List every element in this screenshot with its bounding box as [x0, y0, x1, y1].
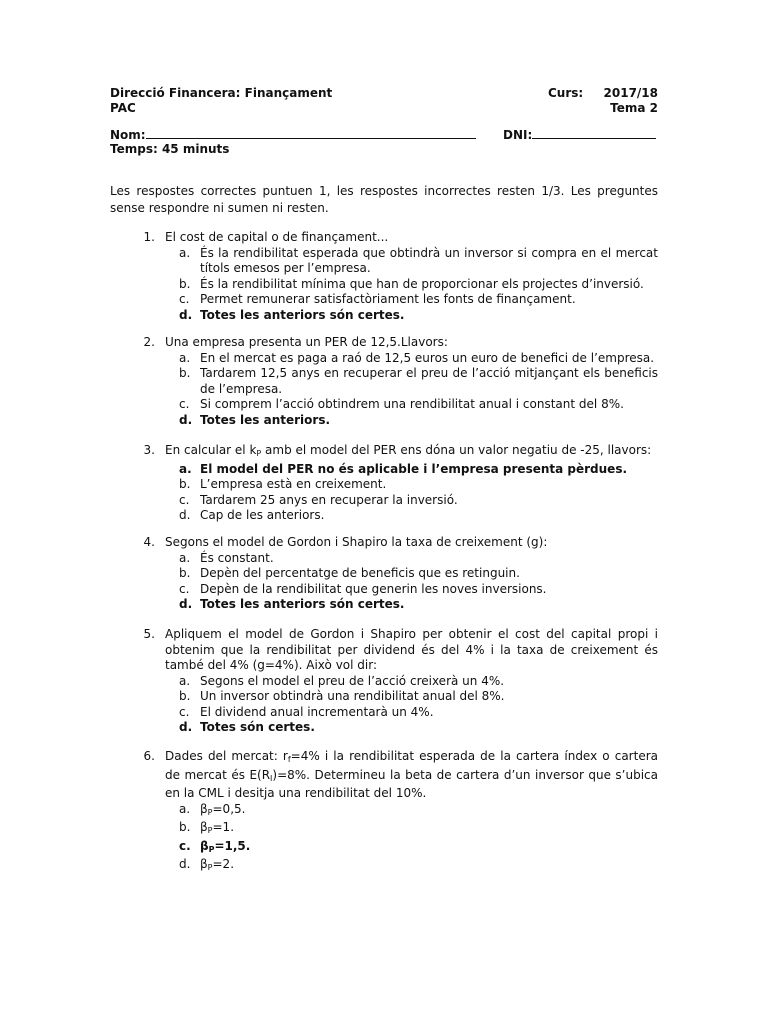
option-b[interactable]: b. És la rendibilitat mínima que han de proporcionar els projectes d’inversió. [179, 276, 644, 291]
option-a[interactable]: a. És constant. [179, 550, 274, 565]
option-d-correct[interactable]: d. Totes les anteriors són certes. [179, 307, 405, 322]
question-2 [110, 335, 658, 428]
time-label: Temps: 45 minuts [110, 142, 230, 156]
id-field[interactable] [503, 127, 656, 143]
question-text: Apliquem el model de Gordon i Shapiro per obtenir el cost del capital propi i obtenim que la rendibilitat per dividend és del 4% i la taxa de creixement és també del 4% (g=4%). Això vol dir: [165, 627, 658, 672]
question-text: En calcular el $k_P$ amb el model del PER ens dóna un valor negatiu de -25, llavors: [165, 443, 652, 458]
subscript: f [287, 755, 291, 764]
question-4 [110, 535, 658, 613]
question-1 [110, 230, 658, 323]
option-b[interactable]: b. Depèn del percentatge de beneficis que es retinguin. [179, 566, 520, 580]
question-6 [110, 749, 658, 876]
option-c[interactable]: c. Tardarem 25 anys en recuperar la inversió. [179, 492, 458, 507]
option-a[interactable]: a. Segons el model el preu de l’acció creixerà un 4%. [179, 673, 505, 688]
question-text: Segons el model de Gordon i Shapiro la taxa de creixement (g): [165, 535, 548, 549]
question-number: 2. [143, 335, 155, 349]
year-label: Curs: [548, 86, 584, 100]
name-line[interactable] [146, 127, 476, 139]
option-d[interactable]: d. $\beta_P=2$. [179, 857, 235, 872]
option-d-correct[interactable]: d. Totes les anteriors. [179, 412, 331, 427]
option-d-correct[interactable]: d. Totes són certes. [179, 720, 315, 734]
topic-label: Tema 2 [610, 101, 658, 115]
option-a[interactable]: a. En el mercat es paga a raó de 12,5 euros un euro de benefici de l’empresa. [179, 350, 655, 365]
option-b[interactable]: b. L’empresa està en creixement. [179, 477, 387, 491]
question-5 [110, 627, 658, 736]
option-a[interactable]: a. $\beta_P=0,5$. [179, 801, 246, 817]
option-c-correct[interactable]: c. $\beta_P=1,5$. [179, 838, 251, 854]
question-3 [110, 443, 658, 524]
option-b[interactable]: b. $\beta_P=1$. [179, 820, 235, 835]
option-b[interactable]: b. Tardarem 12,5 anys en recuperar el preu de l’acció mitjançant els beneficis de l’empresa. [179, 366, 658, 396]
option-a-correct[interactable]: a. El model del PER no és aplicable i l’empresa presenta pèrdues. [179, 461, 628, 476]
option-c[interactable]: c. Permet remunerar satisfactòriament les fonts de finançament. [179, 292, 576, 306]
subscript: P [256, 449, 262, 458]
option-c[interactable]: c. Depèn de la rendibilitat que generin les noves inversions. [179, 581, 547, 596]
year-value: 2017/18 [603, 86, 658, 100]
instructions: Les respostes correctes puntuen 1, les respostes incorrectes resten 1/3. Les preguntes sense respondre ni sumen ni resten. [110, 184, 658, 215]
question-number: 6. [143, 749, 155, 763]
id-label: DNI: [503, 128, 533, 142]
id-line[interactable] [532, 127, 656, 139]
option-d[interactable]: d. Cap de les anteriors. [179, 508, 325, 522]
question-number: 5. [143, 627, 155, 641]
course-title: Direcció Financera: Finançament [110, 86, 333, 100]
name-label: Nom: [110, 128, 146, 142]
name-field[interactable] [110, 127, 476, 143]
question-number: 4. [143, 535, 155, 549]
exam-type: PAC [110, 101, 136, 115]
subscript: I [270, 773, 273, 783]
option-c[interactable]: c. El dividend anual incrementarà un 4%. [179, 704, 434, 719]
option-b[interactable]: b. Un inversor obtindrà una rendibilitat anual del 8%. [179, 689, 505, 703]
question-text: Una empresa presenta un PER de 12,5.Llavors: [165, 335, 448, 349]
question-number: 1. [143, 230, 155, 244]
option-c[interactable]: c. Si comprem l’acció obtindrem una rendibilitat anual i constant del 8%. [179, 397, 624, 411]
option-a[interactable]: a. És la rendibilitat esperada que obtindrà un inversor si compra en el mercat títols emesos per l’empresa. [179, 245, 658, 275]
question-text: El cost de capital o de finançament... [165, 230, 389, 244]
question-text: Dades del mercat: $r_f=4\%$ i la rendibilitat esperada de la cartera índex o cartera de mercat és $E(R_I)=8\%$. Determineu la beta de cartera d’un inversor que s’ubica en la CML i desitja una rendibilitat del 10%. [165, 749, 658, 800]
question-number: 3. [143, 443, 155, 457]
option-d-correct[interactable]: d. Totes les anteriors són certes. [179, 597, 405, 611]
